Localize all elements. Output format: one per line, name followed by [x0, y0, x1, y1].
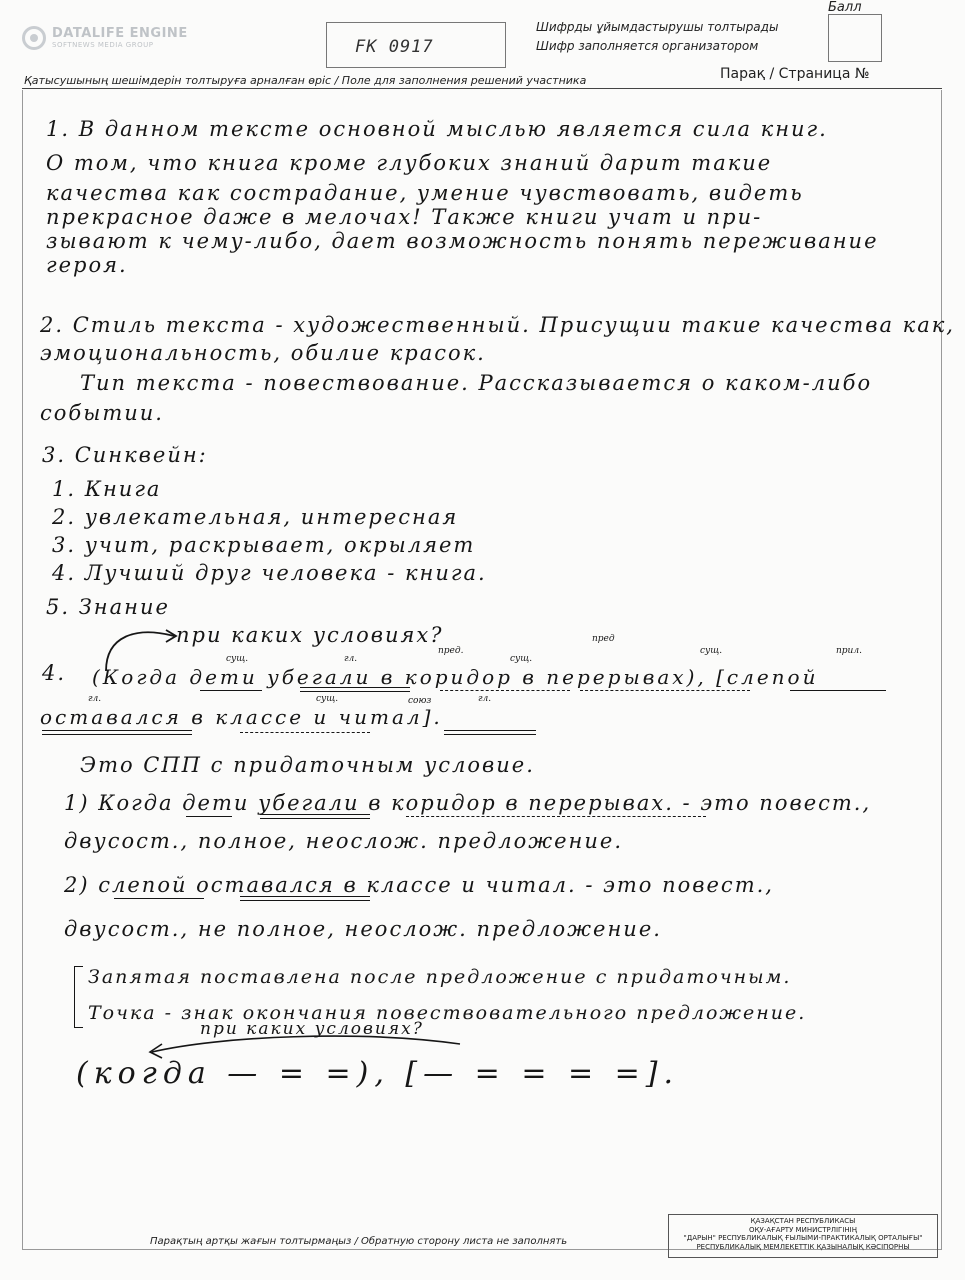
label-souz: союз [408, 696, 432, 706]
p4-sentence-line-1: (Когда дети убегали в коридор в перерывах), [слепой [92, 665, 819, 689]
underline-analysis-predicate-a [260, 814, 370, 815]
logo-title: DATALIFE ENGINE [52, 26, 188, 41]
analysis-line-1: Это СПП с придаточным условие. [80, 753, 535, 777]
underline-analysis-predicate-b [260, 818, 370, 819]
label-pril: прил. [836, 646, 862, 656]
field-label: Қатысушының шешімдерін толтыруға арналған өріс / Поле для заполнения решений участника [24, 74, 587, 87]
underline-analysis-predicate-2a [240, 896, 370, 897]
underline-subject-2 [790, 690, 886, 691]
cipher-code: FK 0917 [355, 37, 434, 57]
stamp-line-3: "ДАРЫН" РЕСПУБЛИКАЛЫҚ ҒЫЛЫМИ-ПРАКТИКАЛЫҚ ОРТАЛЫҒЫ" [683, 1234, 923, 1243]
p4-number: 4. [42, 661, 67, 685]
p3-title: 3. Синквейн: [42, 443, 208, 467]
p4-question: при каких условиях? [176, 623, 444, 647]
analysis-line-5: двусост., не полное, неослож. предложение. [64, 917, 662, 941]
page-label: Парақ / Страница № [720, 66, 870, 82]
back-side-note: Парақтың артқы жағын толтырмаңыз / Обратную сторону листа не заполнять [150, 1236, 568, 1247]
underline-subject-1 [200, 690, 262, 691]
p3-item-4: 4. Лучший друг человека - книга. [52, 561, 487, 585]
p2-line-1: 2. Стиль текста - художественный. Присущии такие качества как, [40, 313, 955, 337]
p1-line-4: прекрасное даже в мелочах! Также книги учат и при- [46, 205, 763, 229]
scheme-question: при каких условиях? [200, 1019, 424, 1039]
label-pred-1: пред. [438, 646, 464, 656]
p1-line-5: зывают к чему-либо, дает возможность понять переживание [46, 229, 879, 253]
underline-analysis-subject [186, 816, 232, 817]
label-gl-3: гл. [478, 694, 492, 704]
stamp-line-1: ҚАЗАҚСТАН РЕСПУБЛИКАСЫ [750, 1217, 856, 1225]
label-gl-2: гл. [88, 694, 102, 704]
underline-analysis-subject-2 [114, 898, 204, 899]
cipher-note-kz: Шифрды ұйымдастырушы толтырады [536, 20, 779, 34]
score-label: Балл [828, 0, 862, 15]
note-bracket [74, 966, 83, 1028]
p2-line-3: Тип текста - повествование. Рассказывается о каком-либо [80, 371, 873, 395]
cipher-note-ru: Шифр заполняется организатором [536, 39, 759, 53]
p1-line-3: качества как сострадание, умение чувствовать, видеть [46, 181, 804, 205]
stamp-line-2: ОҚУ-АҒАРТУ МИНИСТРЛІГІНІҢ [749, 1225, 857, 1234]
underline-predicate-2b [42, 734, 192, 735]
label-pred-2: пред [592, 634, 615, 644]
logo-subtitle: SOFTNEWS MEDIA GROUP [52, 41, 154, 49]
analysis-line-3: двусост., полное, неослож. предложение. [64, 829, 623, 853]
label-sush-3: сущ. [700, 646, 723, 656]
underline-predicate-2a [42, 730, 192, 731]
underline-adverbial-2 [580, 690, 750, 691]
p3-item-1: 1. Книга [52, 477, 162, 501]
underline-predicate-3b [444, 734, 536, 735]
label-sush-2: сущ. [510, 654, 533, 664]
scheme: (когда — = =), [— = = = =]. [76, 1056, 680, 1091]
analysis-line-2: 1) Когда дети убегали в коридор в перерывах. - это повест., [64, 791, 872, 815]
label-gl-1: гл. [344, 654, 358, 664]
underline-adverbial-1 [440, 690, 570, 691]
analysis-line-6: Запятая поставлена после предложение с придаточным. [88, 966, 792, 988]
underline-adverbial-3 [240, 732, 370, 733]
p1-line-2: О том, что книга кроме глубоких знаний дарит такие [46, 151, 773, 175]
p1-line-1: 1. В данном тексте основной мыслью является сила книг. [46, 117, 828, 141]
underline-analysis-adverbial [406, 816, 706, 817]
underline-analysis-predicate-2b [240, 900, 370, 901]
label-sush-1: сущ. [226, 654, 249, 664]
p2-line-4: событии. [40, 401, 164, 425]
p3-item-3: 3. учит, раскрывает, окрыляет [52, 533, 476, 557]
underline-predicate-1b [300, 691, 410, 692]
organizer-stamp [668, 1214, 938, 1258]
p4-sentence-line-2: оставался в классе и читал]. [40, 705, 443, 729]
p3-item-2: 2. увлекательная, интересная [52, 505, 459, 529]
underline-predicate-1a [300, 687, 410, 688]
analysis-line-4: 2) слепой оставался в классе и читал. - это повест., [64, 873, 774, 897]
label-sush-4: сущ. [316, 694, 339, 704]
analysis-line-7: Точка - знак окончания повествовательного предложение. [88, 1002, 807, 1024]
underline-predicate-3a [444, 730, 536, 731]
p1-line-6: героя. [46, 253, 128, 277]
p2-line-2: эмоциональность, обилие красок. [40, 341, 486, 365]
p3-item-5: 5. Знание [46, 595, 170, 619]
stamp-line-4: РЕСПУБЛИКАЛЫҚ МЕМЛЕКЕТТІК ҚАЗЫНАЛЫҚ КӘСІПОРНЫ [696, 1242, 910, 1251]
